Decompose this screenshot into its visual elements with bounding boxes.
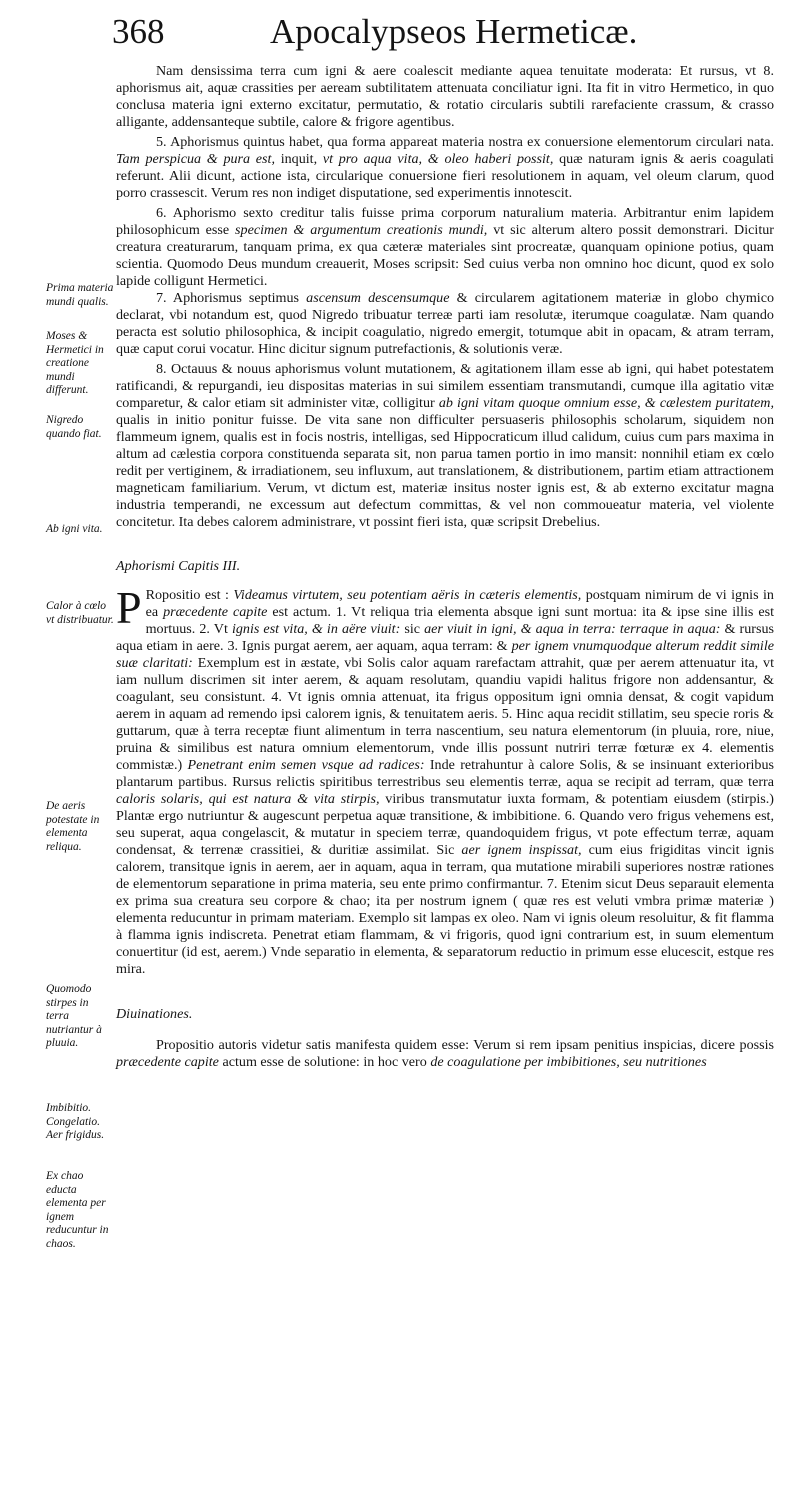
marginal-note-prima-materia: Prima materia mundi qualis. — [46, 282, 114, 308]
page-header — [0, 0, 800, 56]
text-run: quæ naturam ignis & aeris coagulati referunt. Alii dicunt, actione ista, circularique conuersione fieri resolutionem in aquam, vel oleum clarum, quod porro crassescit. Verum res non indiget disputatione, sed experimentis innotescit. — [116, 151, 774, 201]
text-run: 5. Aphorismus quintus habet, qua forma appareat materia nostra ex conuersione elementorum circulari nata. — [156, 134, 774, 150]
text-run: inquit, — [280, 151, 318, 167]
main-text-column — [116, 63, 774, 1071]
text-run: vt sic alterum altero possit demonstrari. Dicitur creatura creaturarum, tanquam prima, ex qua cæteræ materiales sint procreatæ, quanquam opinione potius, quam scientia. Quomodo Deus mundum creauerit, Moses scripsit: Sed cuius verba non omnino hoc dicunt, quod ex solo lapide colligunt Hermetici. — [116, 222, 774, 289]
paragraph-aphorism-5 — [116, 134, 774, 202]
text-run: 8. Octauus & nouus aphorismus volunt mutationem, & agitationem illam esse ab igni, qui habet potestatem ratificandi, & repurgandi, ieu dispositas materias in sui similem essentiam transmutandi, cumque illa agitatio vitæ comparetur, & calor etiam sit administer vitæ, colligitur — [116, 361, 774, 411]
italic-quote: ignis est vita, & in aëre viuit: — [231, 621, 401, 637]
text-run: Propositio autoris videtur satis manifesta quidem esse: Verum si rem ipsam penitius inspicias, dicere possis — [156, 1037, 774, 1053]
text-run: postquam nimirum de vi ignis in ea — [145, 587, 774, 620]
italic-quote: de coagulatione per imbibitiones, seu nutritiones — [430, 1054, 707, 1070]
marginal-note-imbibitio: Imbibitio. Congelatio. Aer frigidus. — [46, 1102, 105, 1141]
italic-quote: vt pro aqua vita, & oleo haberi possit, — [322, 151, 554, 167]
marginal-note-ab-igni-vita: Ab igni vita. — [46, 523, 103, 535]
running-title: Apocalypseos Hermeticæ. — [270, 12, 638, 51]
marginal-note-calor: Calor à cœlo vt distribuatur. — [46, 600, 114, 626]
text-run: qualis in initio ponitur fuisse. De vita sane non difficulter persuaseris philosophis scholarum, siquidem non flammeum ignem, qualis est in focis nostris, intelligas, sed Hippocraticum illud calidum, cuius cum pars maxima in altum ad cælestia corpora constituenda separata sit, non parua tamen portio in imo mansit: nonnihil etiam ex cœlo redit per vertiginem, & irradiationem, seu influxum, aut translationem, & distributionem, partim etiam attractionem magneticam familiarium. Verum, vt dictum est, materiæ insitus noster ignis est, & ab externo excitatur magna industria temperandi, ne excessum aut defectum committas, & vel non commoueatur materia, vel violente concitetur. Ita debes calorem administrare, vt possint fieri ista, quæ scripsit Drebelius. — [116, 412, 774, 530]
italic-quote: caloris solaris, qui est natura & vita stirpis, — [116, 791, 380, 807]
drop-cap: P — [116, 582, 142, 633]
section-heading-diuinationes: Diuinationes. — [116, 1006, 193, 1022]
paragraph-aphorism-7 — [116, 290, 774, 358]
italic-quote: aer ignem inspissat, — [461, 842, 582, 858]
paragraph-aphorism-6 — [116, 205, 774, 290]
text-run: Nigredo — [312, 307, 359, 323]
italic-quote: specimen & argumentum creationis mundi, — [235, 222, 488, 238]
italic-quote: præcedente capite — [116, 1054, 219, 1070]
italic-quote: ascensum descensumque — [306, 290, 450, 306]
section-heading-aphorismi: Aphorismi Capitis III. — [116, 558, 241, 574]
italic-quote: Videamus virtutem, seu potentiam aëris in cæteris elementis, — [233, 587, 582, 603]
text-run: 7. Aphorismus septimus — [156, 290, 300, 306]
text-run: Inde retrahuntur à calore Solis, & se insinuant exterioribus plantarum partibus. Rursus relictis spiritibus terrestribus seu elementis terræ, aqua se recipit ad terram, quæ terra — [116, 757, 775, 790]
italic-quote: per ignem vnumquodque alterum reddit simile suæ claritati: — [116, 638, 774, 671]
text-run: actum esse de solutione: in hoc vero — [222, 1054, 427, 1070]
text-run: & circularem agitationem materiæ in globo chymico declarat, vbi notandum est, quod — [116, 290, 775, 323]
text-run: Exemplum est in æstate, vbi Solis calor aquam rarefactam attrahit, quæ per aerem attenuatur ita, vt iam nullum discrimen sit inter aerem, & aquam resolutam, quandiu vapidi halitus frigore non addensantur, & coagulant, seu consistunt. 4. Vt ignis omnia attenuat, ita frigus oppositum igni omnia densat, & cogit vapidum aerem in aquam ad remendo ipsi calorem ignis, & tenuitatem aeris. 5. Hinc aqua recidit stillatim, seu specie roris & guttarum, quæ à terra receptæ fiunt alimentum in terra nascentium, seu natura elementorum (in pluuia, rore, niue, pruina & similibus est natura omnium elementorum, vnde illis possunt nutriri terræ fœturæ ex 4. elementis commistæ.) — [116, 655, 774, 773]
text-run: tribuatur terreæ parti iam resolutæ, iterumque coagulatæ. Nam quando peracta est solutio philosophica, & incipit coagulatio, nigredo emergit, totumque abit in opacam, & atram terram, quæ caput corui vocatur. Hinc dicitur signum putrefactionis, & solutionis veræ. — [116, 307, 774, 357]
text-run: & rursus aqua etiam in aere. 3. Ignis purgat aerem, aer aquam, aqua terram: & — [116, 621, 774, 654]
marginal-note-ex-chao: Ex chao educta elementa per ignem reducuntur in chaos. — [46, 1170, 109, 1250]
marginal-note-nigredo: Nigredo quando fiat. — [46, 414, 102, 440]
italic-quote: aer viuit in igni, & aqua in terra: terraque in aqua: — [424, 621, 721, 637]
text-run: sic — [404, 621, 421, 637]
paragraph-diuinationes — [116, 1037, 774, 1071]
text-run: 6. Aphorismo sexto creditur talis fuisse prima corporum naturalium materia. Arbitrantur enim lapidem philosophicum esse — [116, 205, 774, 238]
italic-quote: Penetrant enim semen vsque ad radices: — [187, 757, 425, 773]
paragraph-propositio — [116, 582, 775, 978]
marginal-note-de-aeris-potestate: De aeris potestate in elementa reliqua. — [46, 800, 100, 853]
italic-quote: ab igni vitam quoque omnium esse, & cælestem puritatem, — [438, 395, 774, 411]
marginal-note-moses-hermetici: Moses & Hermetici in creatione mundi differunt. — [46, 330, 104, 396]
page-number: 368 — [112, 12, 165, 51]
text-run: est actum. 1. Vt reliqua tria elementa absque igni sunt mortua: ita & ipse sine illis est mortuus. 2. Vt — [145, 604, 774, 637]
text-run: viribus transmutatur iuxta formam, & potentiam eiusdem (stirpis.) Plantæ ergo nutriuntur & augescunt perpetua aquæ transitione, & imbibitione. 6. Quando vero frigus vehemens est, seu superat, aqua congelascit, & mutatur in speciem terræ, quandoquidem frigus, vt pote effectum terræ, aquam condensat, & terrenæ crassitiei, & duritiæ assimilat. Sic — [116, 791, 774, 858]
text-run: Ropositio est : — [145, 587, 229, 603]
italic-quote: præcedente capite — [163, 604, 268, 620]
text-run: cum eius frigiditas vincit ignis calorem, transitque ignis in aerem, aer in aquam, aqua in terram, qua mutatione mirabili superiores nostræ rationes de elementorum separatione in prima materia, seu ente primo confirmantur. 7. Etenim sicut Deus separauit elementa ex prima sua creatura seu corpore & chao; ita per nostrum ignem ( quæ res est veluti vmbra primæ materiæ ) elementa reducuntur in primam materiam. Exemplo sit lampas ex oleo. Nam vi ignis oleum resoluitur, & fit flamma à flamma ignis indiscreta. Penetrat etiam flammam, & vi frigoris, quod igni contrarium est, in suum elementum conuertitur (id est, aerem.) Vnde separatio in elementa, & separatorum reductio in primum esse elucescit, estque res mira. — [116, 842, 775, 977]
marginal-note-stirpes: Quomodo stirpes in terra nutriantur à pluuia. — [46, 983, 102, 1049]
italic-quote: Tam perspicua & pura est, — [116, 151, 275, 167]
paragraph-aphorism-8 — [116, 361, 774, 531]
paragraph-1: Nam densissima terra cum igni & aere coalescit mediante aquea tenuitate moderata: Et rursus, vt 8. aphorismus ait, aquæ crassities per aeream subtilitatem attenuata conciliatur igni. Ita fit in vitro Hermetico, in quo conclusa materia igni externo excitatur, permutatio, & rotatio circularis subtili rarefaciente crassum, & crasso alligante, addensanteque subtile, calore & frigore agentibus. — [116, 63, 774, 130]
